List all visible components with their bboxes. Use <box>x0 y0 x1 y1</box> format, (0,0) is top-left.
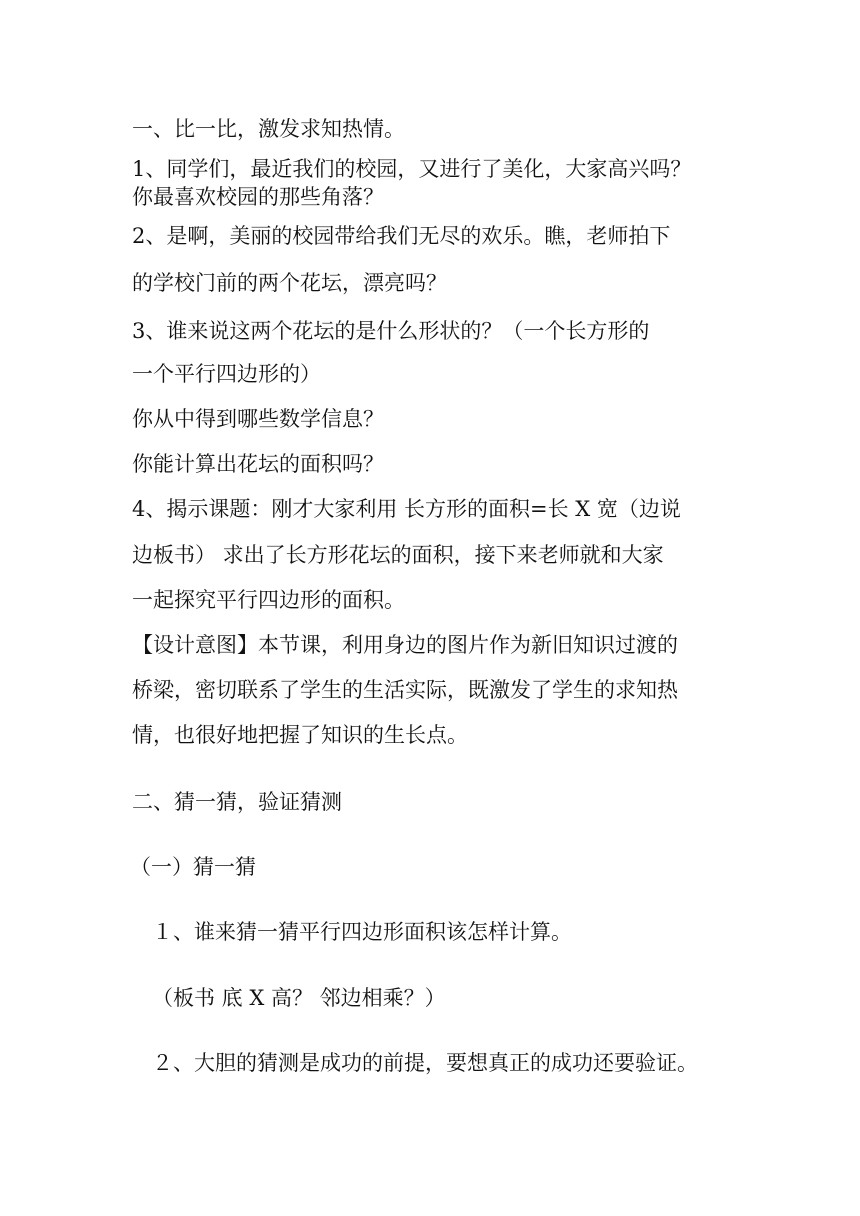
guess-item-2: ２、大胆的猜测是成功的前提，要想真正的成功还要验证。 <box>152 1051 698 1075</box>
paragraph-2-line-2: 的学校门前的两个花坛，漂亮吗？ <box>132 271 447 295</box>
section-heading-1: 一、比一比，激发求知热情。 <box>132 117 405 141</box>
paragraph-3-line-1: 3、谁来说这两个花坛的是什么形状的？（一个长方形的 <box>132 319 650 343</box>
design-intent-line-1: 【设计意图】本节课，利用身边的图片作为新旧知识过渡的 <box>132 633 678 657</box>
design-intent-line-3: 情，也很好地把握了知识的生长点。 <box>132 723 468 747</box>
guess-item-1: １、谁来猜一猜平行四边形面积该怎样计算。 <box>152 920 572 944</box>
paragraph-5: 你能计算出花坛的面积吗？ <box>132 452 384 476</box>
paragraph-1-line-1: 1、同学们，最近我们的校园，又进行了美化，大家高兴吗？ <box>132 157 692 181</box>
paragraph-4: 你从中得到哪些数学信息？ <box>132 407 384 431</box>
design-intent-line-2: 桥梁，密切联系了学生的生活实际，既激发了学生的求知热 <box>132 678 678 702</box>
paragraph-6-line-2: 边板书） 求出了长方形花坛的面积，接下来老师就和大家 <box>132 543 664 567</box>
paragraph-1-line-2: 你最喜欢校园的那些角落？ <box>132 185 384 209</box>
paragraph-2-line-1: 2、是啊，美丽的校园带给我们无尽的欢乐。瞧，老师拍下 <box>132 224 671 248</box>
paragraph-6-line-1: 4、揭示课题：刚才大家利用 长方形的面积=长 X 宽（边说 <box>132 497 681 521</box>
paragraph-6-line-3: 一起探究平行四边形的面积。 <box>132 588 405 612</box>
paragraph-3-line-2: 一个平行四边形的） <box>132 362 321 386</box>
guess-item-1-note: （板书 底 X 高？ 邻边相乘？） <box>152 986 446 1010</box>
section-heading-2: 二、猜一猜，验证猜测 <box>132 790 342 814</box>
subsection-heading-1: （一）猜一猜 <box>130 855 256 879</box>
